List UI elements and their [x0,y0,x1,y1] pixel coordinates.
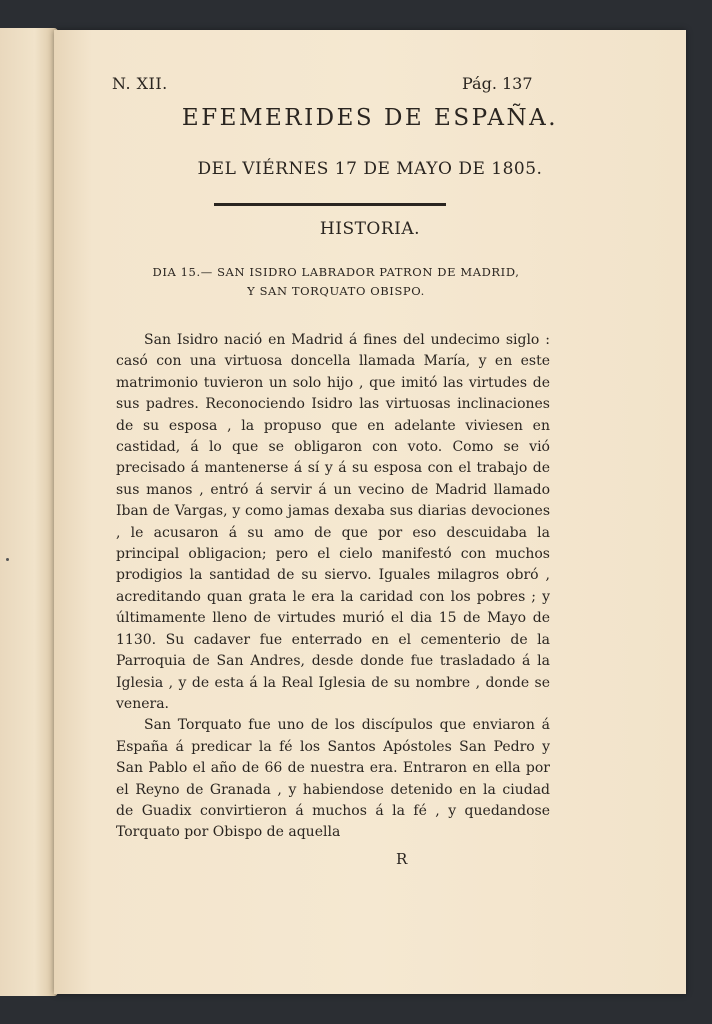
paragraph-torquato: San Torquato fue uno de los discípulos que enviaron á España á predicar la fé los Santos Apóstoles San Pedro y San Pablo el año de 66 de nuestra era. Entraron en ella por el Reyno de Granada , y habiendose detenido en la ciudad de Guadix convirtieron á muchos á la fé , y quedandose Torquato por Obispo de aquella [116,717,550,841]
previous-page-edge [0,28,58,996]
page-title: EFEMERIDES DE ESPAÑA. [181,105,559,131]
article-body [116,330,550,844]
paragraph-isidro: San Isidro nació en Madrid á fines del undecimo siglo : casó con una virtuosa doncella llamada María, y en este matrimonio tuvieron un solo hijo , que imitó las virtudes de sus padres. Reconociendo Isidro las virtuosas inclinaciones de su esposa , la propuso que en adelante viviesen en castidad, á lo que se obligaron con voto. Como se vió precisado á mantenerse á sí y á su esposa con el trabajo de sus manos , entró á servir á un vecino de Madrid llamado Iban de Vargas, y como jamas dexaba sus diarias devociones , le acusaron á su amo de que por eso descuidaba la principal obligacion; pero el cielo manifestó con muchos prodigios la santidad de su siervo. Iguales milagros obró , acreditando quan grata le era la caridad con los pobres ; y últimamente lleno de virtudes murió el dia 15 de Mayo de 1130. Su cadaver fue enterrado en el cementerio de la Parroquia de San Andres, desde donde fue trasladado á la Iglesia , y de esta á la Real Iglesia de su nombre , donde se venera. [116,332,550,712]
book-page [54,30,686,994]
entry-heading [116,263,556,301]
issue-number: N. XII. [112,74,168,93]
entry-heading-line-1: DIA 15.— SAN ISIDRO LABRADOR PATRON DE MADRID, [152,265,520,279]
divider-rule [214,203,446,206]
page-number: Pág. 137 [462,74,533,93]
entry-heading-line-2: Y SAN TORQUATO OBISPO. [247,284,425,298]
catchword: R [396,850,408,868]
ink-speck [6,558,9,561]
section-heading: HISTORIA. [319,219,421,239]
issue-date: DEL VIÉRNES 17 DE MAYO DE 1805. [197,159,543,179]
